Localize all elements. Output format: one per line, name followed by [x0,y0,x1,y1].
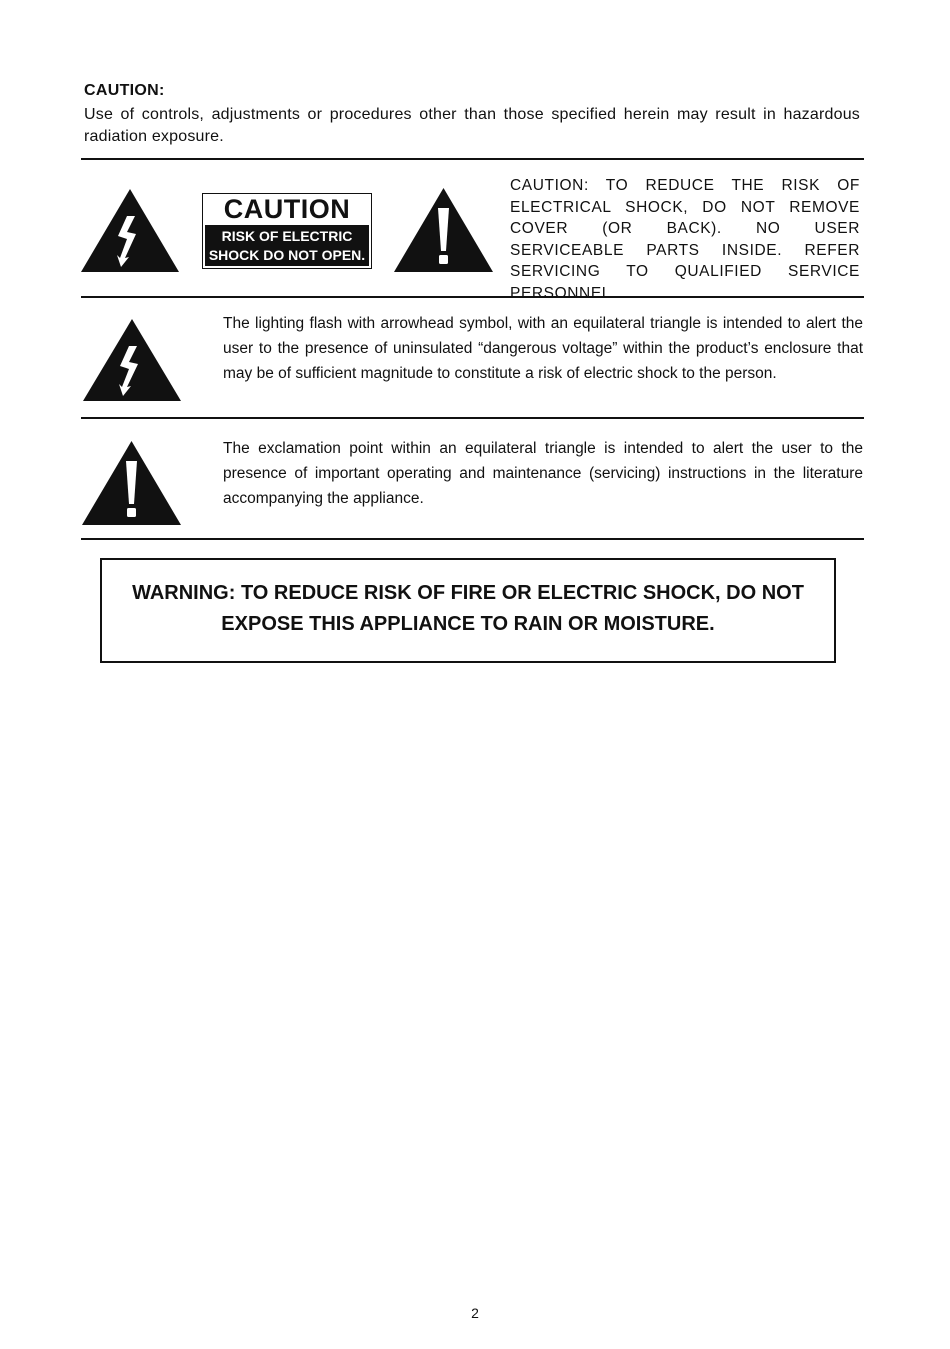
lightning-triangle-icon [81,189,179,272]
warning-box [100,558,836,663]
lightning-symbol-description: The lighting flash with arrowhead symbol, with an equilateral triangle is intended to alert the user to the presence of uninsulated “dangerous voltage” within the product’s enclosure that may be of sufficient magnitude to constitute a risk of electric shock to the person. [223,315,863,382]
caution-radiation-text: Use of controls, adjustments or procedures other than those specified herein may result in hazardous radiation exposure. [84,106,860,145]
caution-heading: CAUTION: [84,82,165,99]
caution-label-line: RISK OF ELECTRIC [221,228,353,244]
lightning-triangle-icon [83,319,181,401]
divider [81,296,864,298]
warning-text [112,578,824,640]
caution-label-line: SHOCK DO NOT OPEN. [208,247,366,263]
divider [81,417,864,419]
divider [81,158,864,160]
caution-label-title: CAUTION [223,194,351,224]
exclamation-triangle-icon [394,188,493,272]
exclamation-triangle-icon [82,441,181,525]
page-number: 2 [471,1305,479,1321]
caution-shock-text: CAUTION: TO REDUCE THE RISK OF ELECTRICAL SHOCK, DO NOT REMOVE COVER (OR BACK). NO USER SERVICEABLE PARTS INSIDE. REFER SERVICING TO QUALIFIED SERVICE PERSONNEL. [510,177,860,302]
divider [81,538,864,540]
warning-line: WARNING: TO REDUCE RISK OF FIRE OR ELECTRIC SHOCK, DO NOT [132,582,804,604]
exclamation-symbol-description: The exclamation point within an equilateral triangle is intended to alert the user to the presence of important operating and maintenance (servicing) instructions in the literature accompanying the appliance. [223,440,863,507]
caution-label-warning [205,225,369,266]
caution-label [202,193,372,269]
warning-line: EXPOSE THIS APPLIANCE TO RAIN OR MOISTURE. [221,613,715,635]
